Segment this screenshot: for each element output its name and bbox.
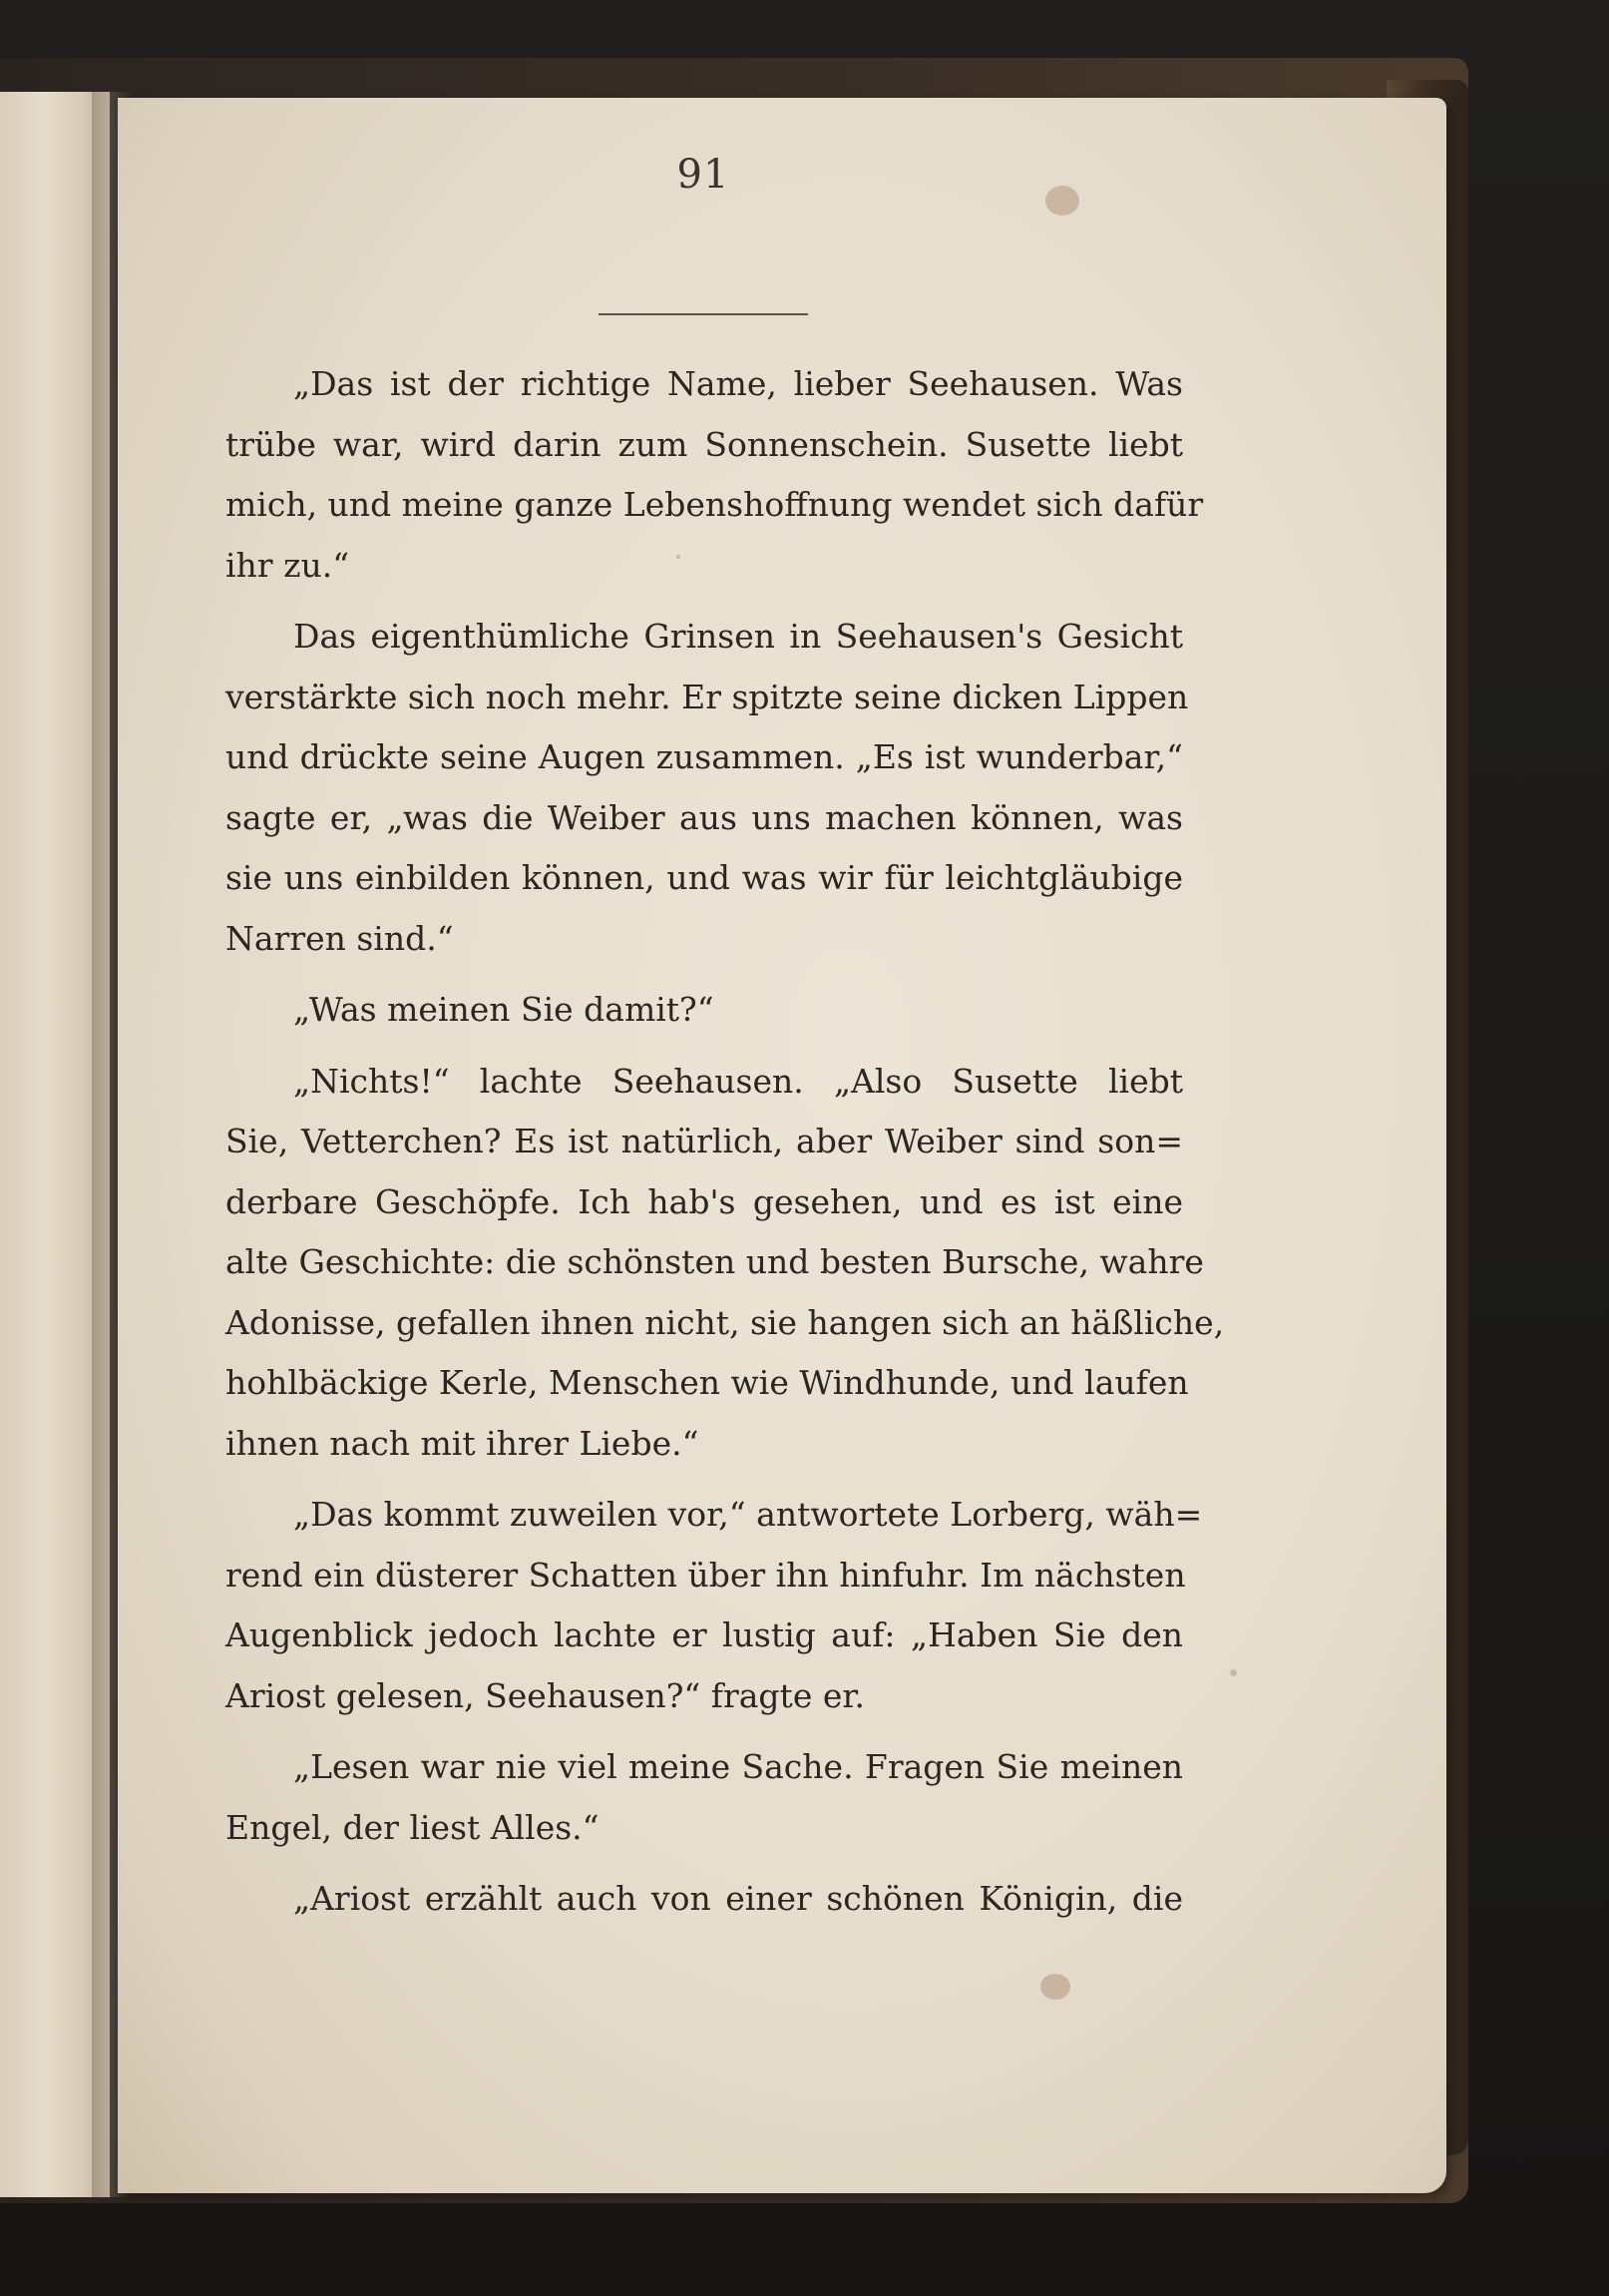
text-line: sagte er, „was die Weiber aus uns machen können, was	[225, 797, 1183, 837]
paragraph	[225, 1737, 1183, 1858]
page-number: 91	[676, 152, 730, 198]
text-line: „Das ist der richtige Name, lieber Seehausen. Was	[293, 364, 1183, 403]
paragraph	[225, 980, 1183, 1041]
text-line: derbare Geschöpfe. Ich hab's gesehen, und es ist eine	[225, 1181, 1183, 1221]
paragraph	[225, 1869, 1183, 1930]
text-line: Engel, der liest Alles.“	[225, 1807, 600, 1847]
text-line: und drückte seine Augen zusammen. „Es ist wunderbar,“	[225, 737, 1183, 776]
text-line: alte Geschichte: die schönsten und besten Bursche, wahre	[225, 1242, 1204, 1281]
body-text	[225, 354, 1225, 1941]
page-number-rule	[599, 313, 808, 315]
text-line: Ariost gelesen, Seehausen?“ fragte er.	[225, 1675, 866, 1715]
text-line: „Das kommt zuweilen vor,“ antwortete Lorberg, wäh=	[293, 1495, 1203, 1534]
text-line: Sie, Vetterchen? Es ist natürlich, aber Weiber sind son=	[225, 1122, 1183, 1160]
text-line: Adonisse, gefallen ihnen nicht, sie hangen sich an häßliche,	[225, 1302, 1225, 1342]
text-line: verstärkte sich noch mehr. Er spitzte seine dicken Lippen	[225, 677, 1189, 716]
paragraph	[225, 607, 1189, 969]
text-line: „Ariost erzählt auch von einer schönen Königin, die	[293, 1879, 1183, 1918]
text-line: Narren sind.“	[225, 918, 454, 958]
text-line: Augenblick jedoch lachte er lustig auf: „Haben Sie den	[225, 1615, 1183, 1654]
text-line: mich, und meine ganze Lebenshoffnung wendet sich dafür	[225, 485, 1204, 524]
paragraph	[225, 354, 1204, 596]
text-line: Das eigenthümliche Grinsen in Seehausen's Gesicht	[293, 617, 1183, 656]
text-line: „Was meinen Sie damit?“	[293, 990, 714, 1029]
paper-speck	[1230, 1669, 1237, 1676]
paper-stain	[1045, 186, 1079, 216]
paragraph	[225, 1052, 1225, 1475]
text-line: „Nichts!“ lachte Seehausen. „Also Susette liebt	[293, 1061, 1183, 1101]
paper-stain	[1040, 1974, 1070, 2000]
text-line: rend ein düsterer Schatten über ihn hinfuhr. Im nächsten	[225, 1555, 1186, 1595]
paragraph	[225, 1485, 1203, 1726]
text-line: sie uns einbilden können, und was wir für leichtgläubige	[225, 858, 1183, 897]
text-line: trübe war, wird darin zum Sonnenschein. Susette liebt	[225, 424, 1183, 464]
text-line: ihr zu.“	[225, 545, 350, 585]
text-line: „Lesen war nie viel meine Sache. Fragen Sie meinen	[293, 1747, 1183, 1786]
text-line: ihnen nach mit ihrer Liebe.“	[225, 1423, 699, 1463]
text-line: hohlbäckige Kerle, Menschen wie Windhunde, und laufen	[225, 1363, 1189, 1402]
